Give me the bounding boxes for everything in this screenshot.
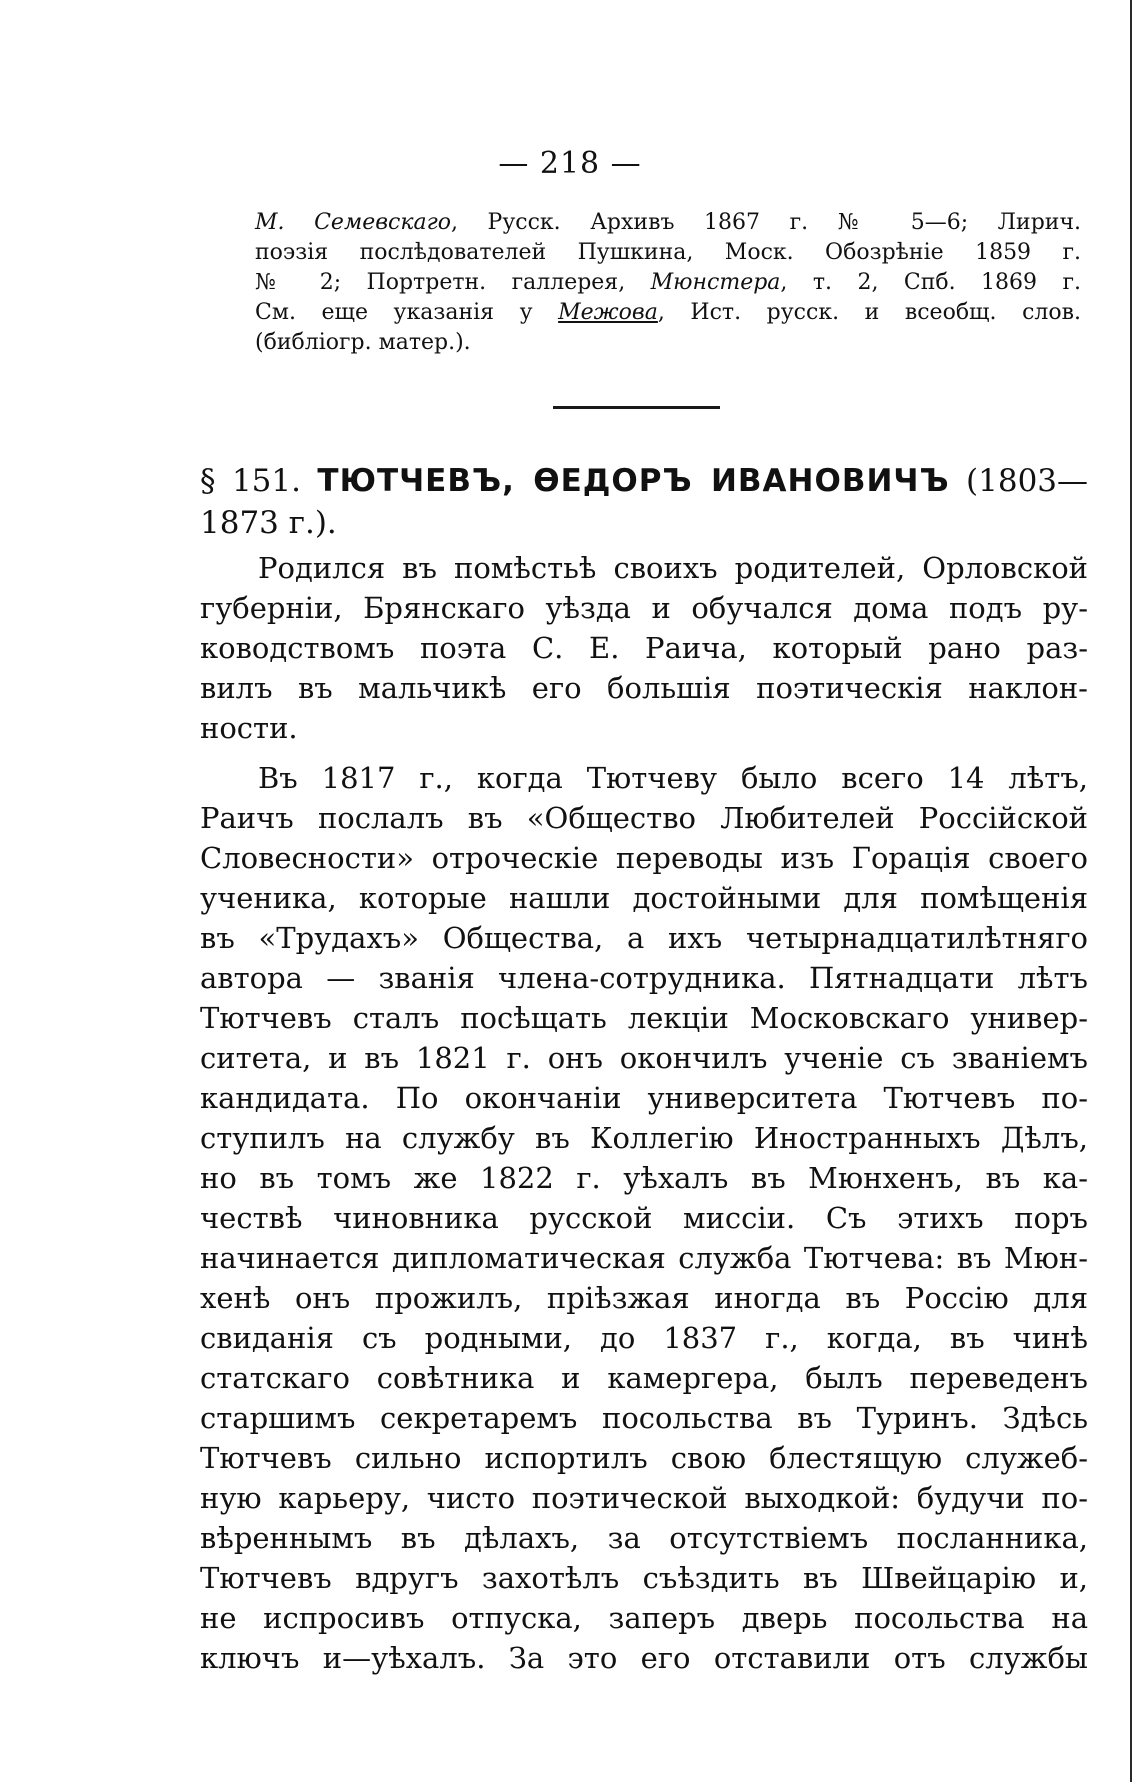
footnote-cited-name: Межова bbox=[558, 300, 658, 325]
footnote-text: , Русск. Архивъ 1867 г. № 5—6; Лирич. bbox=[450, 210, 1081, 235]
text-line: свиданія съ родными, до 1837 г., когда, въ чинѣ bbox=[200, 1321, 1088, 1355]
text-line: статскаго совѣтника и камергера, былъ переведенъ bbox=[200, 1361, 1088, 1395]
footnote-text: , Ист. русск. и всеобщ. слов. bbox=[657, 300, 1081, 325]
biography-text bbox=[200, 548, 1088, 1688]
text-line: Словесности» отроческіе переводы изъ Горація своего bbox=[200, 841, 1088, 875]
footnote-text: № 2; Портретн. галлерея, bbox=[255, 270, 651, 295]
text-line: старшимъ секретаремъ посольства въ Туринъ. Здѣсь bbox=[200, 1401, 1088, 1435]
footnote-line bbox=[255, 268, 1081, 298]
heading-line-1 bbox=[200, 460, 1088, 502]
section-number: § 151. bbox=[200, 463, 318, 499]
footnote-line bbox=[255, 298, 1081, 328]
author-years-start: (1803— bbox=[949, 463, 1089, 499]
text-line: ключъ и—уѣхалъ. За это его отставили отъ службы bbox=[200, 1641, 1088, 1675]
section-heading bbox=[200, 460, 1088, 544]
text-line: Родился въ помѣстьѣ своихъ родителей, Орловской bbox=[258, 551, 1088, 585]
text-line: ности. bbox=[200, 711, 298, 745]
text-line: Въ 1817 г., когда Тютчеву было всего 14 лѣтъ, bbox=[258, 761, 1088, 795]
page-edge-line bbox=[1130, 0, 1132, 1782]
footnote-line bbox=[255, 328, 1081, 358]
footnote-text: поэзія послѣдователей Пушкина, Моск. Обозрѣніе 1859 г. bbox=[255, 240, 1081, 265]
text-line: хенѣ онъ прожилъ, пріѣзжая иногда въ Россію для bbox=[200, 1281, 1088, 1315]
text-line: вилъ въ мальчикѣ его большія поэтическія наклон- bbox=[200, 671, 1088, 705]
text-line: не испросивъ отпуска, заперъ дверь посольства на bbox=[200, 1601, 1088, 1635]
text-line: но въ томъ же 1822 г. уѣхалъ въ Мюнхенъ, въ ка- bbox=[200, 1161, 1088, 1195]
text-line: ководствомъ поэта С. Е. Раича, который рано раз- bbox=[200, 631, 1088, 665]
paragraph bbox=[200, 548, 1088, 748]
text-line: ную карьеру, чисто поэтической выходкой: будучи по- bbox=[200, 1481, 1088, 1515]
bibliography-footnote bbox=[255, 208, 1081, 358]
footnote-cited-name: Мюнстера bbox=[650, 270, 781, 295]
text-line: ученика, которые нашли достойными для помѣщенія bbox=[200, 881, 1088, 915]
text-line: ситета, и въ 1821 г. онъ окончилъ ученіе съ званіемъ bbox=[200, 1041, 1088, 1075]
text-line: Тютчевъ сильно испортилъ свою блестящую служеб- bbox=[200, 1441, 1088, 1475]
text-line: ступилъ на службу въ Коллегію Иностранныхъ Дѣлъ, bbox=[200, 1121, 1088, 1155]
footnote-text: См. еще указанія у bbox=[255, 300, 559, 325]
text-line: начинается дипломатическая служба Тютчева: въ Мюн- bbox=[200, 1241, 1088, 1275]
footnote-text: (библіогр. матер.). bbox=[255, 330, 471, 355]
footnote-line bbox=[255, 238, 1081, 268]
footnote-line bbox=[255, 208, 1081, 238]
text-line: въ «Трудахъ» Общества, а ихъ четырнадцатилѣтняго bbox=[200, 921, 1088, 955]
text-line: чествѣ чиновника русской миссіи. Съ этихъ поръ bbox=[200, 1201, 1088, 1235]
text-line: Раичъ послалъ въ «Общество Любителей Россійской bbox=[200, 801, 1088, 835]
text-line: вѣреннымъ въ дѣлахъ, за отсутствіемъ посланника, bbox=[200, 1521, 1088, 1555]
text-line: кандидата. По окончаніи университета Тютчевъ по- bbox=[200, 1081, 1088, 1115]
section-divider bbox=[553, 406, 720, 409]
footnote-text: , т. 2, Спб. 1869 г. bbox=[780, 270, 1081, 295]
heading-line-2: 1873 г.). bbox=[200, 505, 337, 541]
text-line: Тютчевъ сталъ посѣщать лекціи Московскаго универ- bbox=[200, 1001, 1088, 1035]
footnote-cited-name: М. Семевскаго bbox=[255, 210, 451, 235]
author-name: ТЮТЧЕВЪ, ѲЕДОРЪ ИВАНОВИЧЪ bbox=[317, 463, 950, 499]
page-number: — 218 — bbox=[498, 146, 642, 181]
text-line: Тютчевъ вдругъ захотѣлъ съѣздить въ Швейцарію и, bbox=[200, 1561, 1088, 1595]
paragraph bbox=[200, 758, 1088, 1678]
text-line: губерніи, Брянскаго уѣзда и обучался дома подъ ру- bbox=[200, 591, 1088, 625]
text-line: автора — званія члена-сотрудника. Пятнадцати лѣтъ bbox=[200, 961, 1088, 995]
